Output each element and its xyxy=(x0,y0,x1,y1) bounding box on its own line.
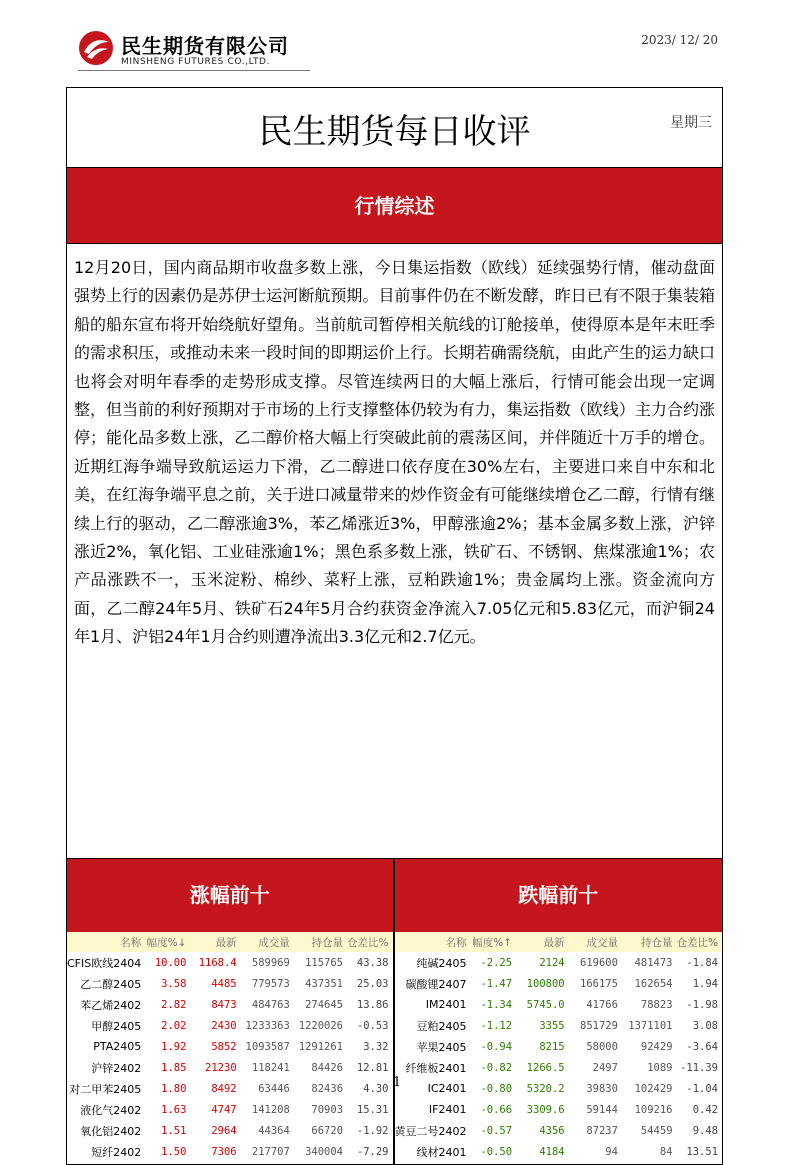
table-row xyxy=(67,1036,393,1057)
table-row xyxy=(395,973,723,994)
cell-last: 4485 xyxy=(211,977,237,990)
cell-volume: 484763 xyxy=(251,998,290,1011)
cell-last: 3355 xyxy=(539,1019,565,1032)
table-row xyxy=(395,994,723,1015)
cell-oi-change: 13.51 xyxy=(686,1145,718,1158)
table-row xyxy=(395,1120,723,1141)
cell-volume: 58000 xyxy=(586,1040,618,1053)
cell-name: 甲醇2405 xyxy=(91,1019,142,1033)
cell-last: 4747 xyxy=(211,1103,237,1116)
cell-volume: 589969 xyxy=(251,956,290,969)
col-header-last: 最新 xyxy=(190,932,240,952)
col-header-volume: 成交量 xyxy=(241,932,294,952)
cell-change: 2.02 xyxy=(161,1019,187,1032)
table-row xyxy=(67,1099,393,1120)
table-row xyxy=(395,1015,723,1036)
table-row xyxy=(67,1015,393,1036)
cell-name: 氧化铝2402 xyxy=(80,1124,142,1138)
cell-last: 5745.0 xyxy=(526,998,565,1011)
cell-open-interest: 84426 xyxy=(311,1061,344,1074)
col-header-open-interest: 持仓量 xyxy=(622,932,677,952)
cell-volume: 779573 xyxy=(251,977,290,990)
cell-name: 液化气2402 xyxy=(80,1103,142,1117)
cell-name: 沪锌2402 xyxy=(91,1061,142,1075)
cell-change: -0.66 xyxy=(480,1103,513,1116)
col-header-change: 幅度%↓ xyxy=(145,932,190,952)
cell-volume: 1233363 xyxy=(245,1019,290,1032)
cell-change: -0.80 xyxy=(480,1082,513,1095)
cell-open-interest: 84 xyxy=(659,1145,673,1158)
cell-name: IC2401 xyxy=(427,1082,467,1095)
cell-name: 线材2401 xyxy=(416,1145,467,1159)
cell-change: -2.25 xyxy=(480,956,513,969)
cell-last: 8473 xyxy=(211,998,237,1011)
cell-oi-change: 0.42 xyxy=(692,1103,718,1116)
col-header-last: 最新 xyxy=(516,932,569,952)
section-heading-market-overview: 行情综述 xyxy=(67,168,722,244)
cell-open-interest: 1089 xyxy=(647,1061,673,1074)
cell-oi-change: 13.86 xyxy=(356,998,389,1011)
cell-oi-change: 9.48 xyxy=(692,1124,718,1137)
cell-last: 100800 xyxy=(526,977,565,990)
page-header xyxy=(0,0,794,80)
table-row xyxy=(395,1036,723,1057)
cell-oi-change: -1.84 xyxy=(686,956,718,969)
cell-name: 苯乙烯2402 xyxy=(80,998,142,1012)
cell-volume: 94 xyxy=(605,1145,618,1158)
gainers-table xyxy=(67,932,393,1162)
cell-change: 1.63 xyxy=(161,1103,187,1116)
cell-oi-change: 3.32 xyxy=(363,1040,389,1053)
cell-open-interest: 70903 xyxy=(311,1103,344,1116)
gainers-panel xyxy=(67,859,395,1164)
cell-last: 2124 xyxy=(539,956,565,969)
cell-last: 7306 xyxy=(211,1145,237,1158)
cell-volume: 59144 xyxy=(586,1103,618,1116)
report-date: 2023/ 12/ 20 xyxy=(641,33,718,47)
cell-open-interest: 115765 xyxy=(305,956,344,969)
losers-panel xyxy=(395,859,723,1164)
cell-oi-change: -0.53 xyxy=(356,1019,389,1032)
cell-open-interest: 274645 xyxy=(305,998,344,1011)
cell-open-interest: 92429 xyxy=(640,1040,673,1053)
cell-change: 1.51 xyxy=(161,1124,187,1137)
cell-last: 1168.4 xyxy=(198,956,237,969)
logo-divider xyxy=(78,70,310,71)
cell-name: CFIS欧线2404 xyxy=(67,956,142,970)
cell-open-interest: 162654 xyxy=(634,977,673,990)
cell-open-interest: 437351 xyxy=(305,977,344,990)
cell-volume: 118241 xyxy=(251,1061,290,1074)
cell-oi-change: -1.92 xyxy=(356,1124,389,1137)
cell-volume: 39830 xyxy=(586,1082,618,1095)
cell-last: 8215 xyxy=(539,1040,565,1053)
cell-change: 1.50 xyxy=(161,1145,187,1158)
col-header-oi-change: 仓差比% xyxy=(677,932,722,952)
cell-last: 8492 xyxy=(211,1082,237,1095)
cell-open-interest: 1371101 xyxy=(628,1019,673,1032)
cell-last: 4184 xyxy=(539,1145,565,1158)
cell-volume: 166175 xyxy=(580,977,618,990)
cell-name: 短纤2402 xyxy=(91,1145,142,1159)
company-name-en: MINSHENG FUTURES CO.,LTD. xyxy=(121,57,271,67)
col-header-oi-change: 仓差比% xyxy=(347,932,392,952)
cell-last: 5852 xyxy=(211,1040,237,1053)
cell-open-interest: 78823 xyxy=(640,998,673,1011)
col-header-change: 幅度%↑ xyxy=(471,932,517,952)
cell-oi-change: 25.03 xyxy=(356,977,389,990)
cell-oi-change: -3.64 xyxy=(686,1040,718,1053)
cell-change: -1.47 xyxy=(480,977,513,990)
cell-name: PTA2405 xyxy=(93,1040,142,1053)
col-header-volume: 成交量 xyxy=(569,932,622,952)
cell-open-interest: 66720 xyxy=(311,1124,344,1137)
cell-oi-change: 1.94 xyxy=(692,977,718,990)
cell-open-interest: 54459 xyxy=(640,1124,673,1137)
company-name-cn: 民生期货有限公司 xyxy=(121,34,289,58)
cell-name: 对二甲苯2405 xyxy=(69,1082,142,1096)
cell-volume: 1093587 xyxy=(245,1040,290,1053)
cell-last: 2430 xyxy=(211,1019,237,1032)
cell-change: 1.85 xyxy=(161,1061,187,1074)
cell-volume: 141208 xyxy=(251,1103,290,1116)
cell-name: IF2401 xyxy=(428,1103,467,1116)
cell-name: 纤维板2401 xyxy=(405,1061,467,1075)
title-row xyxy=(67,88,722,168)
cell-change: -1.34 xyxy=(480,998,513,1011)
cell-oi-change: -11.39 xyxy=(680,1061,718,1074)
cell-name: 黄豆二号2402 xyxy=(394,1124,467,1138)
cell-oi-change: 43.38 xyxy=(356,956,389,969)
cell-name: 苹果2405 xyxy=(416,1040,467,1054)
cell-oi-change: 3.08 xyxy=(692,1019,718,1032)
market-summary-text: 12月20日，国内商品期市收盘多数上涨，今日集运指数（欧线）延续强势行情，催动盘面强势上行的因素仍是苏伊士运河断航预期。目前事件仍在不断发酵，昨日已有不限于集装箱船的船东宣布将开始绕航好望角。当前航司暂停相关航线的订舱接单，使得原本是年末旺季的需求积压，或推动未来一段时间的即期运价上行。长期若确需绕航，由此产生的运力缺口也将会对明年春季的走势形成支撑。尽管连续两日的大幅上涨后，行情可能会出现一定调整，但当前的利好预期对于市场的上行支撑整体仍较为有力，集运指数（欧线）主力合约涨停；能化品多数上涨，乙二醇价格大幅上行突破此前的震荡区间，并伴随近十万手的增仓。近期红海争端导致航运运力下滑，乙二醇进口依存度在30%左右，主要进口来自中东和北美，在红海争端平息之前，关于进口减量带来的炒作资金有可能继续增仓乙二醇，行情有继续上行的驱动，乙二醇涨逾3%，苯乙烯涨近3%，甲醇涨逾2%；基本金属多数上涨，沪锌涨近2%，氧化铝、工业硅涨逾1%；黑色系多数上涨，铁矿石、不锈钢、焦煤涨逾1%；农产品涨跌不一，玉米淀粉、棉纱、菜籽上涨，豆粕跌逾1%；贵金属均上涨。资金流向方面，乙二醇24年5月、铁矿石24年5月合约获资金净流入7.05亿元和5.83亿元，而沪铜24年1月、沪铝24年1月合约则遭净流出3.3亿元和2.7亿元。 xyxy=(67,244,722,859)
weekday-label: 星期三 xyxy=(670,115,712,131)
table-row xyxy=(395,1099,723,1120)
cell-change: 1.80 xyxy=(161,1082,187,1095)
cell-change: -1.12 xyxy=(480,1019,513,1032)
table-row xyxy=(67,952,393,973)
cell-volume: 41766 xyxy=(586,998,618,1011)
cell-volume: 63446 xyxy=(258,1082,290,1095)
table-row xyxy=(67,1141,393,1162)
cell-open-interest: 82436 xyxy=(311,1082,344,1095)
cell-oi-change: -7.29 xyxy=(356,1145,389,1158)
cell-open-interest: 1220026 xyxy=(298,1019,344,1032)
table-header-row xyxy=(395,932,723,952)
losers-heading: 跌幅前十 xyxy=(395,859,723,932)
cell-name: 乙二醇2405 xyxy=(80,977,142,991)
cell-last: 21230 xyxy=(205,1061,237,1074)
cell-last: 5320.2 xyxy=(526,1082,565,1095)
cell-oi-change: -1.98 xyxy=(686,998,718,1011)
cell-open-interest: 102429 xyxy=(634,1082,673,1095)
cell-volume: 87237 xyxy=(586,1124,618,1137)
col-header-open-interest: 持仓量 xyxy=(294,932,347,952)
cell-oi-change: 12.81 xyxy=(356,1061,389,1074)
losers-table xyxy=(395,932,723,1162)
col-header-name: 名称 xyxy=(395,932,471,952)
cell-change: 1.92 xyxy=(161,1040,187,1053)
cell-change: 10.00 xyxy=(154,956,187,969)
page-number: 1 xyxy=(392,1075,402,1090)
cell-volume: 851729 xyxy=(580,1019,618,1032)
cell-open-interest: 481473 xyxy=(634,956,673,969)
cell-open-interest: 1291261 xyxy=(298,1040,344,1053)
gainers-heading: 涨幅前十 xyxy=(67,859,393,932)
cell-name: 纯碱2405 xyxy=(416,956,467,970)
cell-change: -0.50 xyxy=(480,1145,513,1158)
cell-open-interest: 109216 xyxy=(634,1103,673,1116)
cell-change: -0.82 xyxy=(480,1061,513,1074)
cell-name: IM2401 xyxy=(425,998,467,1011)
cell-change: -0.94 xyxy=(480,1040,513,1053)
cell-volume: 619600 xyxy=(580,956,618,969)
cell-open-interest: 340004 xyxy=(305,1145,344,1158)
cell-last: 2964 xyxy=(211,1124,237,1137)
table-row xyxy=(395,1141,723,1162)
col-header-name: 名称 xyxy=(67,932,145,952)
cell-oi-change: 4.30 xyxy=(363,1082,389,1095)
cell-oi-change: 15.31 xyxy=(356,1103,389,1116)
table-header-row xyxy=(67,932,393,952)
table-row xyxy=(67,994,393,1015)
table-row xyxy=(67,973,393,994)
cell-last: 4356 xyxy=(539,1124,565,1137)
cell-last: 1266.5 xyxy=(526,1061,565,1074)
table-row xyxy=(395,952,723,973)
table-row xyxy=(67,1120,393,1141)
page-title: 民生期货每日收评 xyxy=(258,112,531,152)
cell-volume: 44364 xyxy=(258,1124,290,1137)
minsheng-logo-icon xyxy=(78,30,114,66)
report-frame xyxy=(66,87,723,1165)
cell-oi-change: -1.04 xyxy=(686,1082,718,1095)
ranking-tables xyxy=(67,859,722,1164)
cell-change: -0.57 xyxy=(480,1124,513,1137)
cell-volume: 2497 xyxy=(592,1061,618,1074)
cell-change: 3.58 xyxy=(161,977,187,990)
cell-name: 豆粕2405 xyxy=(416,1019,467,1033)
cell-volume: 217707 xyxy=(251,1145,290,1158)
cell-change: 2.82 xyxy=(161,998,187,1011)
cell-name: 碳酸锂2407 xyxy=(405,977,467,991)
cell-last: 3309.6 xyxy=(526,1103,565,1116)
